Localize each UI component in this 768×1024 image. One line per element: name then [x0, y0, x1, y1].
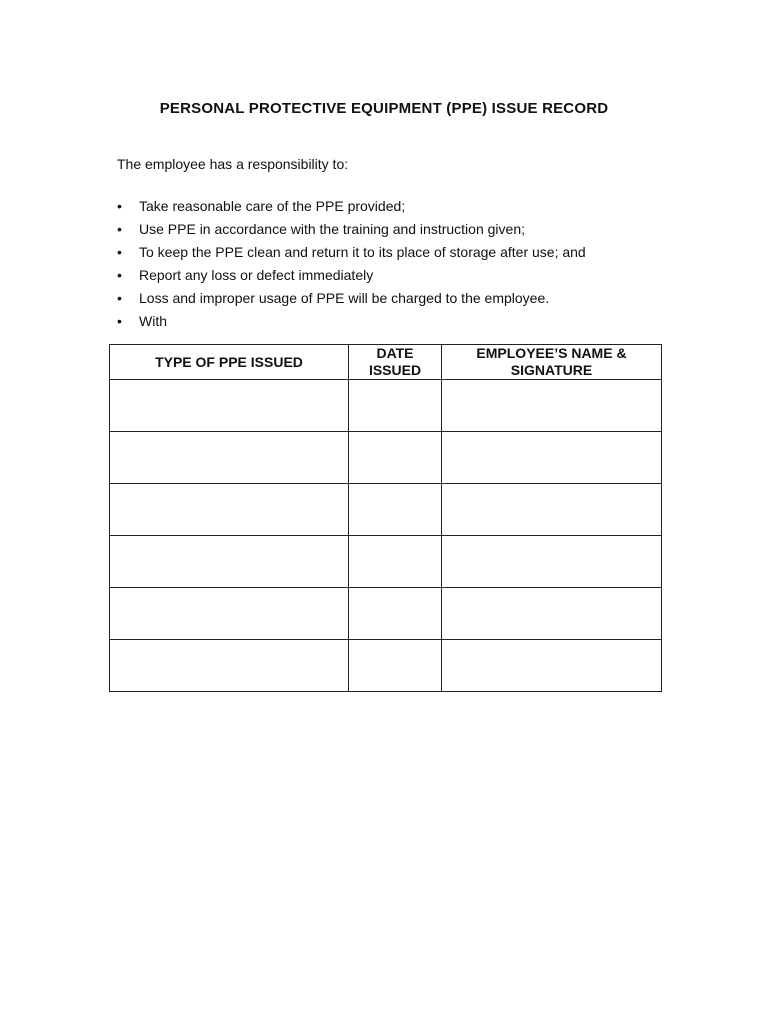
list-item [117, 219, 586, 242]
name-signature-cell[interactable] [442, 588, 662, 640]
date-cell[interactable] [349, 588, 442, 640]
list-item-text: With [139, 313, 167, 329]
list-item-text: Report any loss or defect immediately [139, 267, 374, 283]
table-header-row [110, 345, 662, 380]
list-item [117, 311, 586, 334]
type-cell[interactable] [110, 640, 349, 692]
name-signature-cell[interactable] [442, 432, 662, 484]
list-item-text: Use PPE in accordance with the training and instruction given; [139, 221, 525, 237]
date-cell[interactable] [349, 432, 442, 484]
intro-text: The employee has a responsibility to: [117, 156, 349, 172]
table-row [110, 640, 662, 692]
bullet-icon: • [117, 267, 122, 283]
header-employee-name-signature [442, 345, 662, 380]
bullet-icon: • [117, 290, 122, 306]
name-signature-cell[interactable] [442, 484, 662, 536]
list-item [117, 288, 586, 311]
ppe-issue-table [109, 344, 662, 692]
header-type-of-ppe [110, 345, 349, 380]
type-cell[interactable] [110, 380, 349, 432]
date-cell[interactable] [349, 536, 442, 588]
bullet-icon: • [117, 244, 122, 260]
bullet-icon: • [117, 221, 122, 237]
list-item-text: To keep the PPE clean and return it to its place of storage after use; and [139, 244, 586, 260]
name-signature-cell[interactable] [442, 536, 662, 588]
type-cell[interactable] [110, 484, 349, 536]
type-cell[interactable] [110, 536, 349, 588]
header-date-issued [349, 345, 442, 380]
date-cell[interactable] [349, 380, 442, 432]
header-type-label: TYPE OF PPE ISSUED [155, 353, 303, 370]
bullet-icon: • [117, 313, 122, 329]
table-row [110, 588, 662, 640]
header-name-line2: SIGNATURE [510, 362, 593, 378]
responsibility-list [117, 196, 586, 334]
list-item-text: Take reasonable care of the PPE provided; [139, 198, 406, 214]
table-row [110, 536, 662, 588]
header-date-line1: DATE [376, 345, 414, 361]
header-name-line1: EMPLOYEE’S NAME & [476, 345, 627, 361]
document-title: PERSONAL PROTECTIVE EQUIPMENT (PPE) ISSUE RECORD [159, 100, 609, 117]
date-cell[interactable] [349, 640, 442, 692]
table-row [110, 484, 662, 536]
table-row [110, 432, 662, 484]
date-cell[interactable] [349, 484, 442, 536]
list-item [117, 265, 586, 288]
name-signature-cell[interactable] [442, 640, 662, 692]
name-signature-cell[interactable] [442, 380, 662, 432]
table-row [110, 380, 662, 432]
header-date-line2: ISSUED [368, 362, 422, 378]
type-cell[interactable] [110, 588, 349, 640]
list-item [117, 196, 586, 219]
list-item-text: Loss and improper usage of PPE will be charged to the employee. [139, 290, 550, 306]
bullet-icon: • [117, 198, 122, 214]
type-cell[interactable] [110, 432, 349, 484]
list-item [117, 242, 586, 265]
